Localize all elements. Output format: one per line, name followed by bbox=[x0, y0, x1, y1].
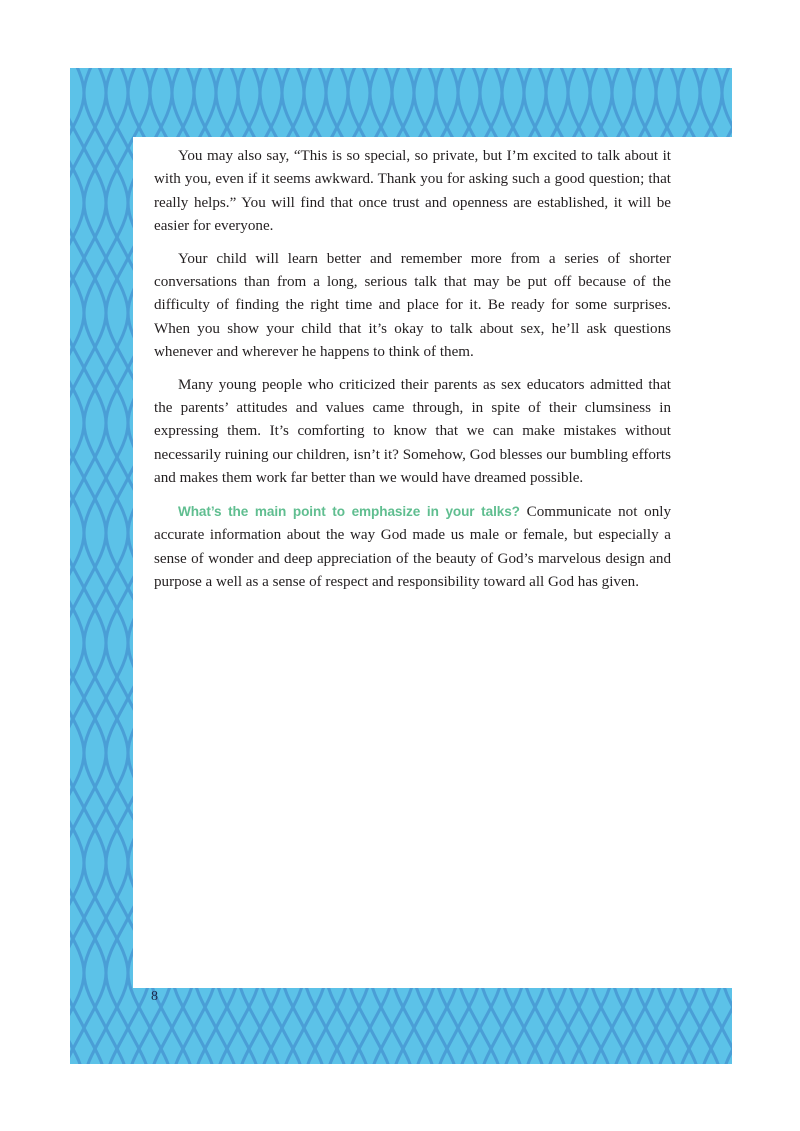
paragraph: Many young people who criticized their parents as sex educators admitted that the parents’ attitudes and values came through, in spite of their clumsiness in expressing them. It’s comforting to know that we can make mistakes without necessarily ruining our children, isn’t it? Somehow, God blesses our bumbling efforts and makes them work far better than we would have dreamed possible. bbox=[154, 376, 671, 487]
qa-run-in-heading: What’s the main point to emphasize in your talks? bbox=[178, 503, 520, 519]
qa-paragraph bbox=[154, 500, 671, 595]
paragraph: Your child will learn better and remember more from a series of shorter conversations than from a long, serious talk that may be put off because of the difficulty of finding the right time and place for it. Be ready for some surprises. When you show your child that it’s okay to talk about sex, he’ll ask questions whenever and wherever he happens to think of them. bbox=[154, 250, 671, 361]
article-body bbox=[154, 145, 671, 594]
paragraph: You may also say, “This is so special, so private, but I’m excited to talk about it with you, even if it seems awkward. Thank you for asking such a good question; that really helps.” You will find that once trust and openness are established, it will be easier for everyone. bbox=[154, 148, 671, 235]
page-number: 8 bbox=[151, 989, 158, 1004]
content-panel bbox=[133, 137, 732, 988]
qa-answer-text: Communicate not only accurate information about the way God made us male or female, but especially a sense of wonder and deep appreciation of the beauty of God’s marvelous design and purpose a well as a sense of respect and responsibility toward all God has given. bbox=[154, 503, 671, 590]
